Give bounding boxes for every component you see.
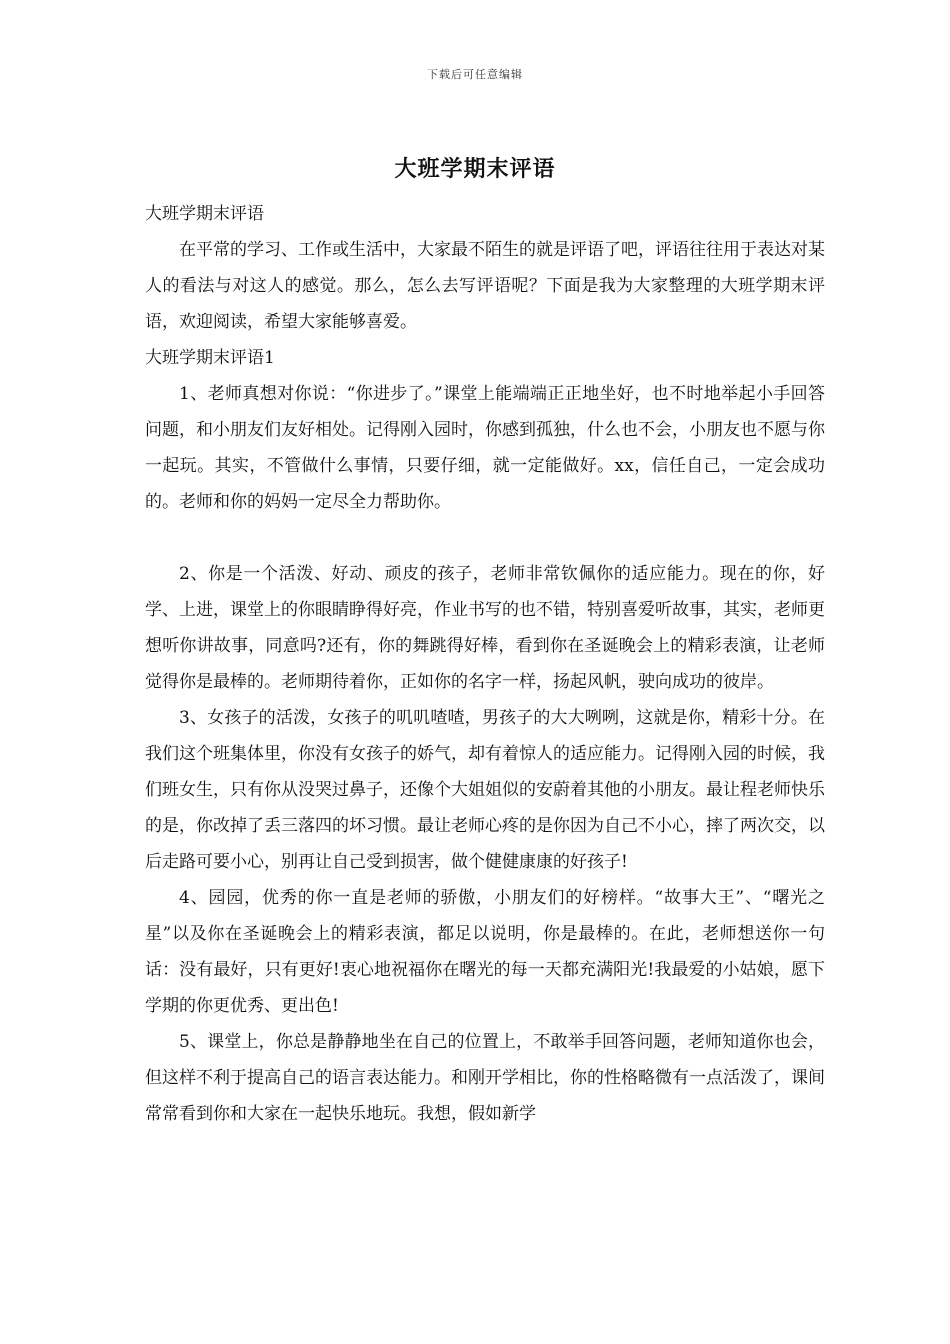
comment-paragraph-4: 4、园园，优秀的你一直是老师的骄傲，小朋友们的好榜样。“故事大王”、“曙光之星”以及你在圣诞晚会上的精彩表演，都足以说明，你是最棒的。在此，老师想送你一句话：没有最好，只有更好!衷心地祝福你在曙光的每一天都充满阳光!我最爱的小姑娘，愿下学期的你更优秀、更出色!	[145, 888, 825, 1016]
subtitle: 大班学期末评语	[145, 204, 264, 224]
paragraph-gap	[145, 520, 825, 556]
header-note: 下载后可任意编辑	[427, 68, 523, 81]
section-heading: 大班学期末评语1	[145, 348, 275, 368]
intro-paragraph: 在平常的学习、工作或生活中，大家最不陌生的就是评语了吧，评语往往用于表达对某人的看法与对这人的感觉。那么，怎么去写评语呢？下面是我为大家整理的大班学期末评语，欢迎阅读，希望大家能够喜爱。	[145, 240, 825, 332]
comment-paragraph-1: 1、老师真想对你说：“你进步了。”课堂上能端端正正地坐好，也不时地举起小手回答问题，和小朋友们友好相处。记得刚入园时，你感到孤独，什么也不会，小朋友也不愿与你一起玩。其实，不管做什么事情，只要仔细，就一定能做好。xx，信任自己，一定会成功的。老师和你的妈妈一定尽全力帮助你。	[145, 384, 825, 512]
comment-paragraph-2: 2、你是一个活泼、好动、顽皮的孩子，老师非常钦佩你的适应能力。现在的你，好学、上进，课堂上的你眼睛睁得好亮，作业书写的也不错，特别喜爱听故事，其实，老师更想听你讲故事，同意吗?还有，你的舞跳得好棒，看到你在圣诞晚会上的精彩表演，让老师觉得你是最棒的。老师期待着你，正如你的名字一样，扬起风帆，驶向成功的彼岸。	[145, 564, 825, 692]
comment-paragraph-5: 5、课堂上，你总是静静地坐在自己的位置上，不敢举手回答问题，老师知道你也会，但这样不利于提高自己的语言表达能力。和刚开学相比，你的性格略微有一点活泼了，课间常常看到你和大家在一起快乐地玩。我想，假如新学	[145, 1032, 825, 1124]
document-body	[145, 196, 825, 1132]
document-title: 大班学期末评语	[394, 156, 556, 182]
comment-paragraph-3: 3、女孩子的活泼，女孩子的叽叽喳喳，男孩子的大大咧咧，这就是你，精彩十分。在我们这个班集体里，你没有女孩子的娇气，却有着惊人的适应能力。记得刚入园的时候，我们班女生，只有你从没哭过鼻子，还像个大姐姐似的安蔚着其他的小朋友。最让程老师快乐的是，你改掉了丢三落四的坏习惯。最让老师心疼的是你因为自己不小心，摔了两次交，以后走路可要小心，别再让自己受到损害，做个健健康康的好孩子!	[145, 708, 825, 872]
